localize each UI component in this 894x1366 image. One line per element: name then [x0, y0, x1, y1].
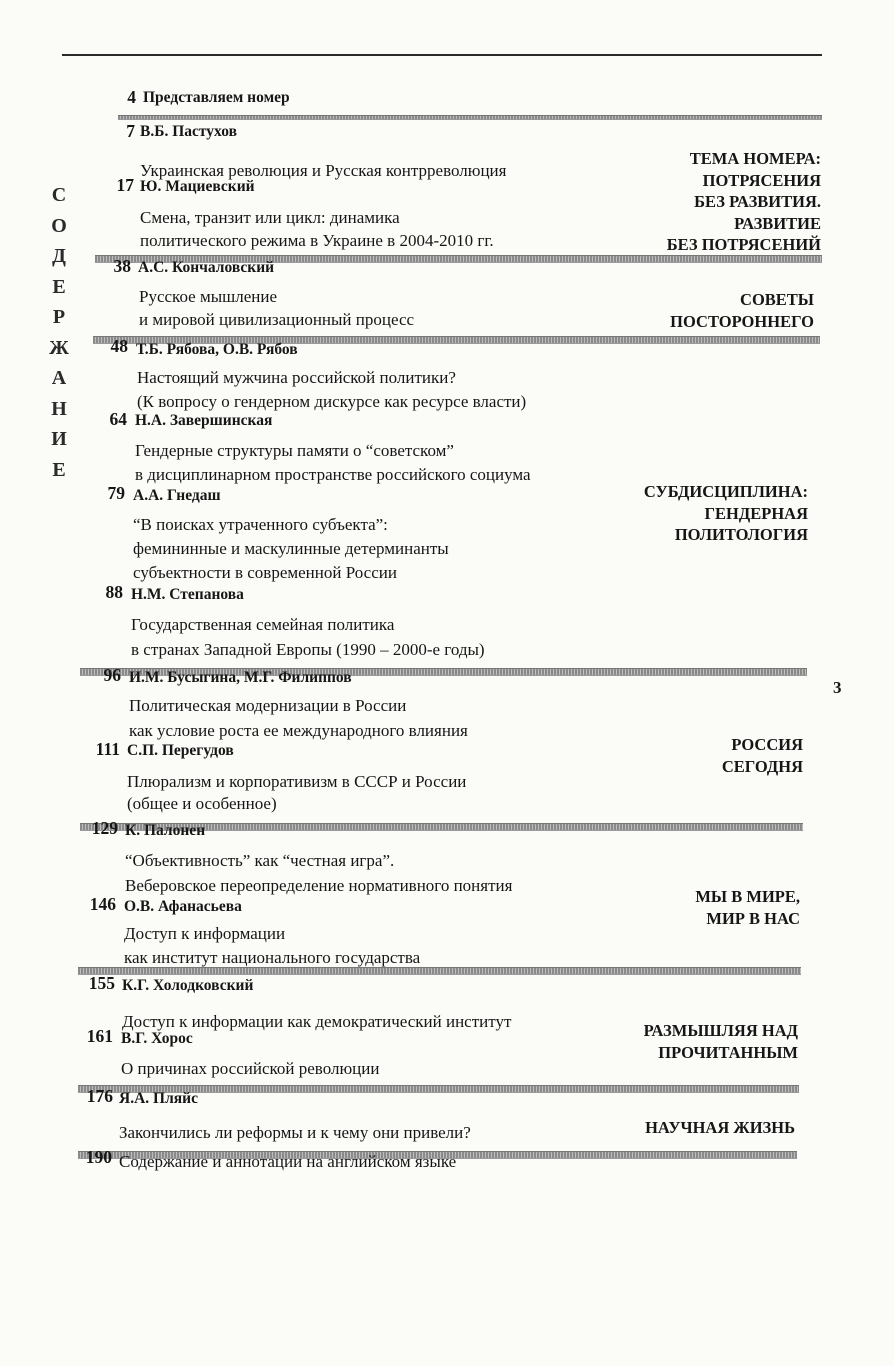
entry-page-number: 161	[86, 1026, 113, 1046]
entry-title-line: “В поисках утраченного субъекта”:	[133, 515, 388, 534]
section-label	[644, 481, 808, 546]
side-title-letter: С	[51, 184, 67, 206]
entry-title-line: Настоящий мужчина российской политики?	[137, 368, 456, 387]
section-rule	[78, 967, 801, 975]
side-title-letter: О	[51, 214, 67, 237]
entry-title-line: в странах Западной Европы (1990 – 2000-е годы)	[131, 640, 485, 659]
section-label-line: МЫ В МИРЕ,	[695, 887, 800, 906]
entry-title-line: Закончились ли реформы и к чему они привели?	[119, 1123, 471, 1142]
entry-title-line: Веберовское переопределение нормативного понятия	[125, 876, 513, 895]
entry-title-line: Русское мышление	[139, 287, 277, 306]
section-label-line: ПОЛИТОЛОГИЯ	[674, 525, 808, 544]
entry-title-line: как условие роста ее международного влияния	[129, 721, 468, 740]
side-title-letter: И	[51, 428, 67, 450]
entry-author: К. Палонен	[125, 822, 206, 839]
entry-page-number: 88	[105, 582, 123, 602]
section-label-line: СОВЕТЫ	[740, 290, 814, 309]
section-label-line: СЕГОДНЯ	[721, 756, 803, 776]
side-title-letter: А	[51, 367, 67, 389]
section-label-line: РОССИЯ	[731, 735, 803, 754]
entry-title-line: фемининные и маскулинные детерминанты	[133, 539, 449, 558]
entry-author: К.Г. Холодковский	[122, 977, 254, 994]
entry-title-line: Смена, транзит или цикл: динамика	[140, 208, 400, 227]
section-label	[670, 289, 814, 332]
section-label-line: НАУЧНАЯ ЖИЗНЬ	[645, 1118, 795, 1137]
section-label-line: ПОСТОРОННЕГО	[670, 311, 814, 331]
section-label-line: ТЕМА НОМЕРА:	[689, 149, 821, 168]
entry-author: С.П. Перегудов	[127, 742, 234, 759]
entry-author: А.А. Гнедаш	[133, 487, 221, 504]
entry-author: Т.Б. Рябова, О.В. Рябов	[136, 341, 298, 358]
entry-page-number: 129	[91, 818, 118, 838]
section-label	[695, 886, 800, 929]
entry-page-number: 176	[86, 1086, 113, 1106]
section-label-line: ПРОЧИТАННЫМ	[658, 1042, 798, 1062]
section-label	[722, 734, 803, 777]
side-title-letter: Е	[52, 275, 66, 298]
entry-author: В.Г. Хорос	[121, 1030, 193, 1047]
section-label	[645, 1117, 795, 1139]
section-label-line: РАЗВИТИЕ	[734, 213, 821, 233]
section-label-line: РАЗМЫШЛЯЯ НАД	[643, 1021, 798, 1040]
entry-title-line: Плюрализм и корпоративизм в СССР и России	[127, 772, 467, 791]
entry-title-line: О причинах российской революции	[121, 1059, 380, 1078]
section-label-line: ГЕНДЕРНАЯ	[704, 503, 808, 523]
entry-author: Ю. Мациевский	[140, 178, 255, 195]
entry-title-line: как институт национального государства	[124, 948, 421, 967]
entry-author: И.М. Бусыгина, М.Г. Филиппов	[129, 669, 352, 686]
entry-title-line: и мировой цивилизационный процесс	[139, 310, 415, 329]
side-title-vertical	[44, 180, 74, 485]
entry-page-number: 146	[89, 894, 116, 914]
entry-title-line: Доступ к информации как демократический институт	[122, 1012, 512, 1031]
entry-author: Н.М. Степанова	[131, 586, 244, 603]
entry-author: О.В. Афанасьева	[124, 898, 242, 915]
entry-page-number: 64	[109, 409, 127, 429]
entry-page-number: 7	[126, 121, 135, 141]
side-title-letter: Н	[51, 397, 67, 420]
entry-author: Я.А. Пляйс	[119, 1090, 198, 1107]
entry-title-line: (общее и особенное)	[127, 794, 277, 813]
entry-author: Н.А. Завершинская	[135, 412, 273, 429]
entry-page-number: 38	[113, 256, 131, 276]
entry-rule	[118, 115, 822, 120]
side-title-letter: Р	[52, 306, 66, 328]
entry-author: В.Б. Пастухов	[140, 123, 237, 140]
side-title-letter: Д	[52, 245, 66, 267]
entry-title-line: (К вопросу о гендерном дискурсе как ресурсе власти)	[137, 392, 527, 411]
section-label	[667, 148, 821, 256]
section-label-line: БЕЗ ПОТРЯСЕНИЙ	[666, 235, 821, 254]
side-title-letter: Е	[52, 458, 66, 481]
entry-page-number: 48	[110, 336, 128, 356]
entry-title-line: в дисциплинарном пространстве российского социума	[135, 465, 531, 484]
entry-author: А.С. Кончаловский	[138, 259, 275, 276]
entry-page-number: 111	[95, 739, 120, 759]
entry-heading: Представляем номер	[143, 89, 290, 106]
page-number: 3	[833, 678, 842, 697]
entry-heading: Содержание и аннотации на английском языке	[119, 1152, 457, 1171]
section-label-line: СУБДИСЦИПЛИНА:	[643, 482, 808, 501]
entry-title-line: политического режима в Украине в 2004-2010 гг.	[140, 231, 494, 250]
entry-page-number: 155	[88, 973, 115, 993]
section-label-line: БЕЗ РАЗВИТИЯ.	[694, 192, 821, 211]
entry-title-line: субъектности в современной России	[133, 563, 397, 582]
entry-page-number: 96	[103, 665, 121, 685]
section-label-line: МИР В НАС	[706, 908, 800, 928]
entry-page-number: 4	[127, 87, 136, 107]
entry-title-line: “Объективность” как “честная игра”.	[125, 851, 395, 870]
entry-title-line: Политическая модернизации в России	[129, 696, 407, 715]
top-rule	[62, 54, 822, 56]
entry-title-line: Украинская революция и Русская контрреволюция	[140, 161, 507, 180]
entry-page-number: 190	[85, 1147, 112, 1167]
entry-title-line: Доступ к информации	[124, 924, 286, 943]
entry-title-line: Гендерные структуры памяти о “советском”	[135, 441, 454, 460]
section-label	[644, 1020, 798, 1063]
entry-page-number: 79	[107, 483, 125, 503]
side-title-letter: Ж	[49, 336, 69, 359]
entry-title-line: Государственная семейная политика	[131, 615, 395, 634]
entry-page-number: 17	[116, 175, 134, 195]
section-label-line: ПОТРЯСЕНИЯ	[702, 170, 821, 190]
